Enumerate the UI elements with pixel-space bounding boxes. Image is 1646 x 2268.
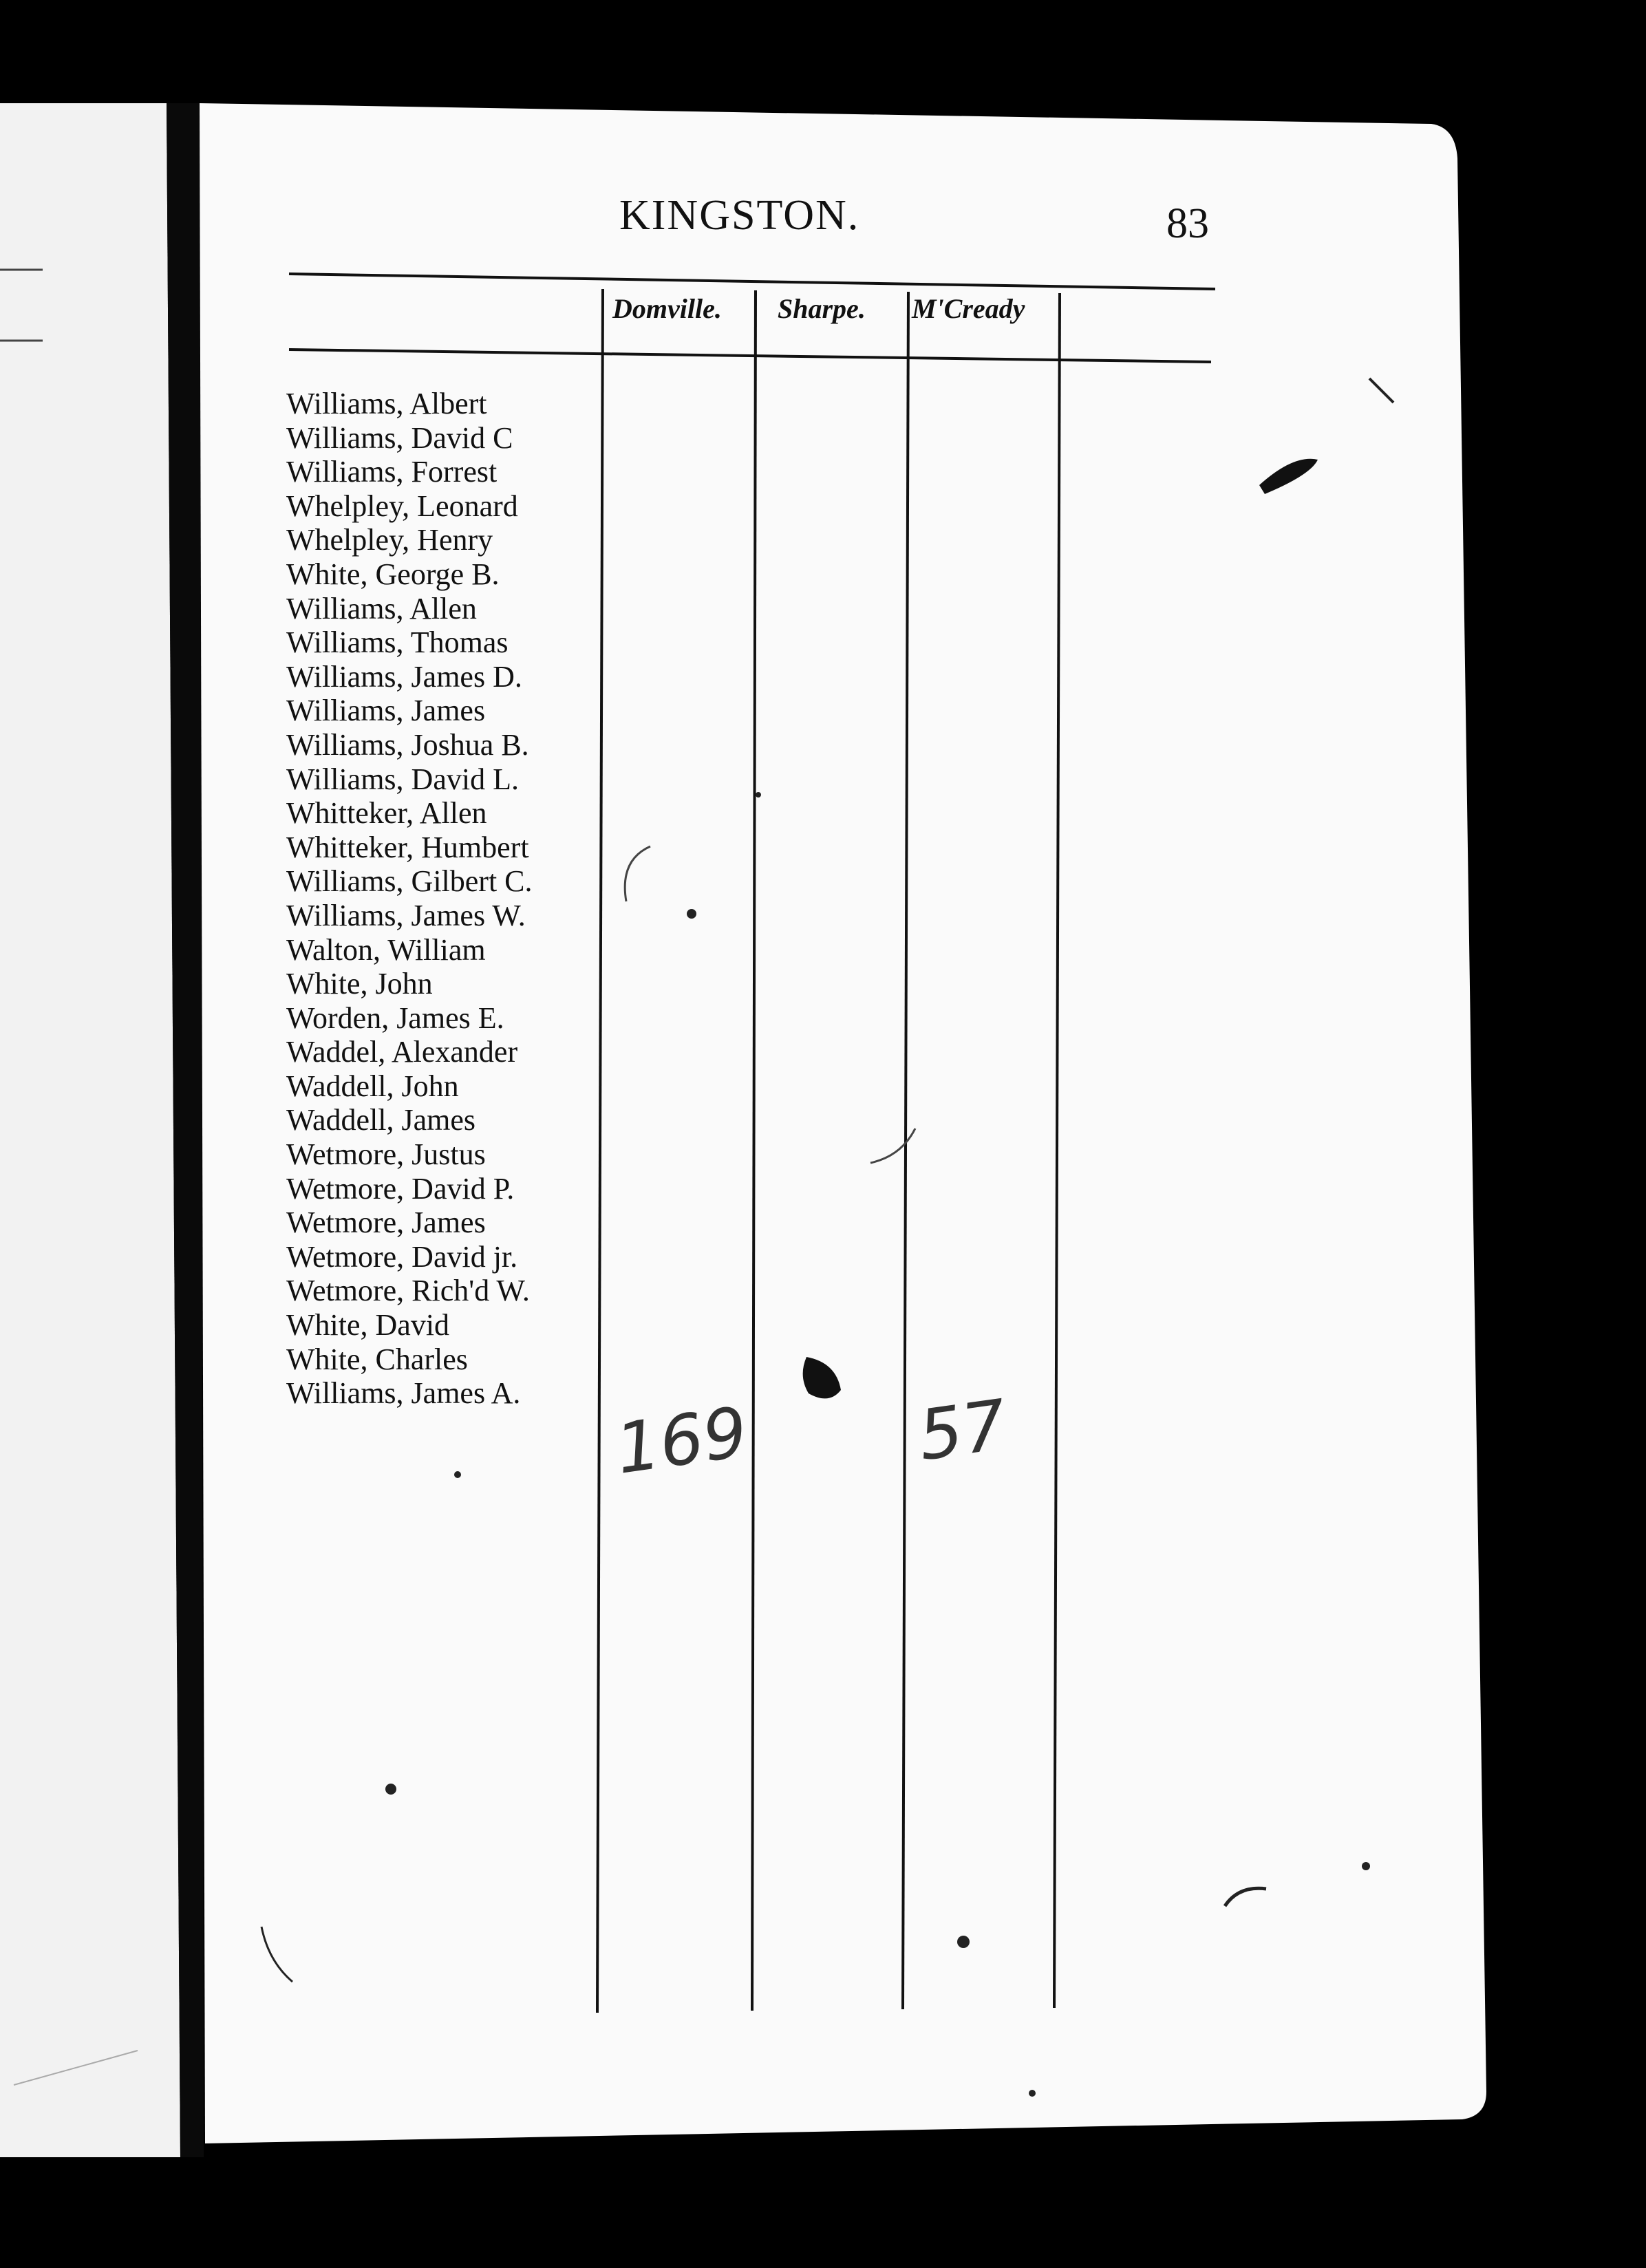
list-item: White, George B. xyxy=(286,557,500,591)
list-item: Wetmore, David P. xyxy=(286,1171,515,1206)
list-item: Whitteker, Allen xyxy=(286,796,487,831)
list-item: Waddell, James xyxy=(286,1103,476,1137)
list-item: Williams, James xyxy=(286,694,486,728)
list-item: Wetmore, Justus xyxy=(286,1137,486,1172)
running-head: KINGSTON. xyxy=(619,192,860,239)
voter-name-list xyxy=(286,387,533,1411)
list-item: Whitteker, Humbert xyxy=(286,830,529,864)
handwritten-total-mccready: 57 xyxy=(913,1384,1012,1477)
list-item: Williams, Thomas xyxy=(286,625,509,660)
list-item: Williams, James D. xyxy=(286,659,522,694)
page-number: 83 xyxy=(1166,200,1209,247)
list-item: Waddell, John xyxy=(286,1069,459,1103)
list-item: Williams, Forrest xyxy=(286,455,498,489)
list-item: Whelpley, Leonard xyxy=(286,489,518,523)
column-header-mccready: M'Cready xyxy=(912,293,1025,324)
list-item: Wetmore, Rich'd W. xyxy=(286,1274,530,1308)
list-item: Williams, David L. xyxy=(286,762,519,796)
handwritten-total-domville: 169 xyxy=(610,1391,753,1490)
list-item: Williams, Joshua B. xyxy=(286,727,529,762)
list-item: Wetmore, James xyxy=(286,1206,486,1240)
list-item: Williams, James W. xyxy=(286,898,526,932)
list-item: Williams, James A. xyxy=(286,1376,521,1411)
list-item: Waddel, Alexander xyxy=(286,1035,518,1069)
list-item: Williams, Allen xyxy=(286,591,477,625)
list-item: Worden, James E. xyxy=(286,1001,504,1035)
list-item: Williams, David C xyxy=(286,420,513,455)
list-item: Wetmore, David jr. xyxy=(286,1239,518,1274)
list-item: Whelpley, Henry xyxy=(286,523,493,557)
column-header-sharpe: Sharpe. xyxy=(778,293,866,324)
list-item: Williams, Gilbert C. xyxy=(286,864,533,899)
column-header-domville: Domville. xyxy=(612,293,722,324)
list-item: White, Charles xyxy=(286,1342,468,1376)
list-item: White, David xyxy=(286,1308,450,1342)
list-item: White, John xyxy=(286,967,433,1001)
list-item: Williams, Albert xyxy=(286,387,487,420)
list-item: Walton, William xyxy=(286,932,486,967)
